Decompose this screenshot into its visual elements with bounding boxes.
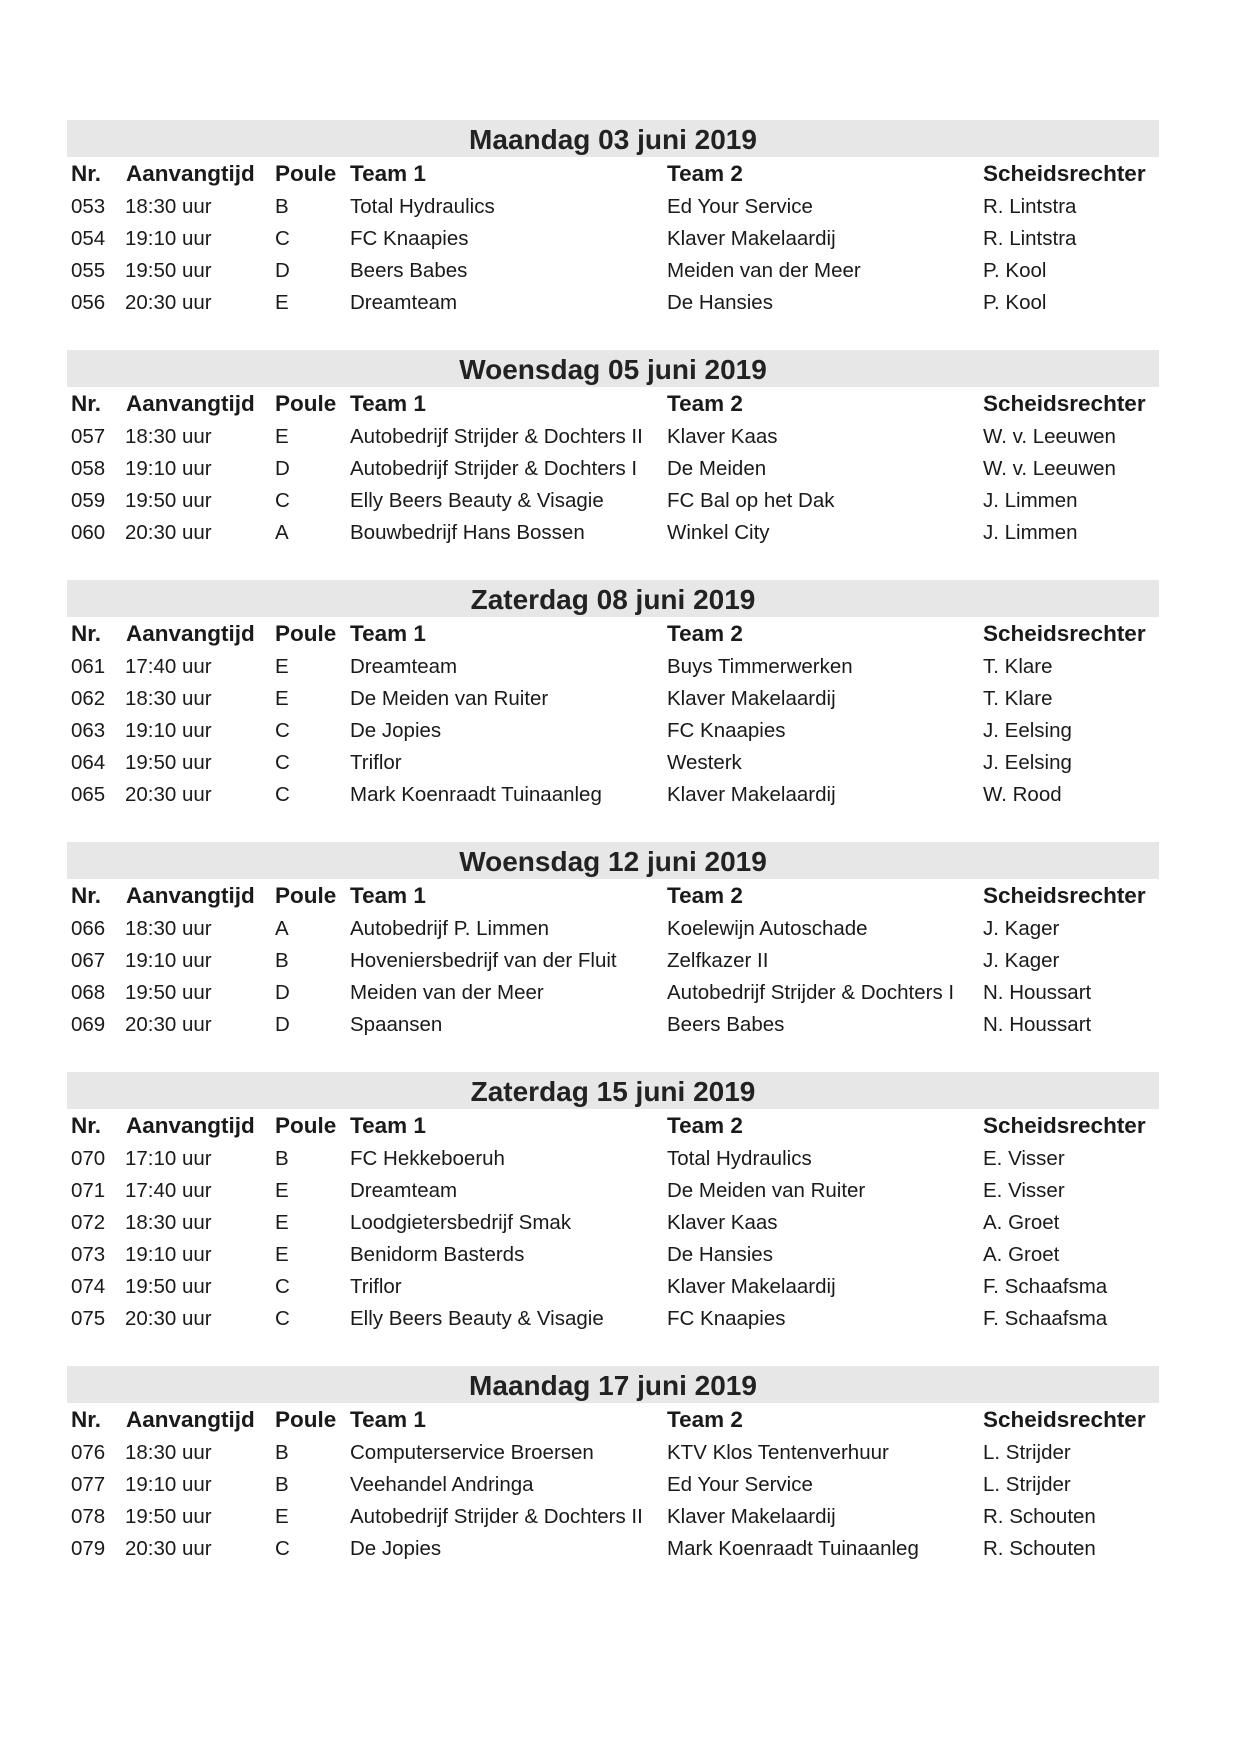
match-referee: J. Eelsing (983, 719, 1072, 742)
day-title: Zaterdag 08 juni 2019 (67, 580, 1159, 617)
match-row (67, 913, 1159, 945)
match-pool: C (275, 1537, 290, 1560)
match-row (67, 1437, 1159, 1469)
match-row (67, 421, 1159, 453)
column-header-team1: Team 1 (350, 1113, 426, 1138)
match-row (67, 715, 1159, 747)
column-header-referee: Scheidsrechter (983, 1113, 1146, 1138)
match-team2: FC Bal op het Dak (667, 489, 835, 512)
match-pool: B (275, 1473, 289, 1496)
match-row (67, 1303, 1159, 1335)
match-nr: 073 (71, 1243, 106, 1266)
match-referee: R. Schouten (983, 1537, 1096, 1560)
match-team2: De Hansies (667, 1243, 773, 1266)
match-row (67, 287, 1159, 319)
match-row (67, 747, 1159, 779)
match-pool: E (275, 1243, 289, 1266)
match-referee: J. Eelsing (983, 751, 1072, 774)
match-time: 19:50 uur (125, 981, 212, 1004)
match-team2: Klaver Makelaardij (667, 1505, 836, 1528)
day-title: Woensdag 05 juni 2019 (67, 350, 1159, 387)
match-team1: Triflor (350, 1275, 402, 1298)
day-title: Maandag 17 juni 2019 (67, 1366, 1159, 1403)
match-referee: T. Klare (983, 687, 1053, 710)
match-team2: De Hansies (667, 291, 773, 314)
match-nr: 066 (71, 917, 106, 940)
match-pool: C (275, 1275, 290, 1298)
match-nr: 075 (71, 1307, 106, 1330)
column-header-referee: Scheidsrechter (983, 883, 1146, 908)
match-time: 18:30 uur (125, 1441, 212, 1464)
day-title: Woensdag 12 juni 2019 (67, 842, 1159, 879)
match-team2: Klaver Makelaardij (667, 783, 836, 806)
match-referee: L. Strijder (983, 1441, 1071, 1464)
match-team1: Loodgietersbedrijf Smak (350, 1211, 572, 1234)
match-nr: 076 (71, 1441, 106, 1464)
column-header-time: Aanvangtijd (126, 1407, 255, 1432)
match-nr: 071 (71, 1179, 106, 1202)
match-row (67, 1143, 1159, 1175)
match-time: 19:50 uur (125, 751, 212, 774)
match-pool: E (275, 1179, 289, 1202)
column-header-referee: Scheidsrechter (983, 391, 1146, 416)
match-team1: Dreamteam (350, 1179, 458, 1202)
column-header-row (67, 157, 1159, 191)
match-team2: Koelewijn Autoschade (667, 917, 868, 940)
match-team1: Triflor (350, 751, 402, 774)
match-time: 19:50 uur (125, 1505, 212, 1528)
match-team1: Autobedrijf Strijder & Dochters I (350, 457, 638, 480)
match-row (67, 255, 1159, 287)
match-nr: 055 (71, 259, 106, 282)
match-team1: Bouwbedrijf Hans Bossen (350, 521, 585, 544)
match-nr: 072 (71, 1211, 106, 1234)
match-row (67, 1533, 1159, 1565)
match-team2: De Meiden van Ruiter (667, 1179, 866, 1202)
day-block (67, 1072, 1159, 1335)
match-team1: Hoveniersbedrijf van der Fluit (350, 949, 617, 972)
match-team1: Benidorm Basterds (350, 1243, 525, 1266)
column-header-row (67, 617, 1159, 651)
match-team1: Autobedrijf Strijder & Dochters II (350, 1505, 643, 1528)
column-header-nr: Nr. (71, 391, 102, 416)
match-pool: E (275, 1505, 289, 1528)
column-header-team2: Team 2 (667, 1113, 743, 1138)
match-time: 20:30 uur (125, 783, 212, 806)
match-row (67, 977, 1159, 1009)
column-header-team2: Team 2 (667, 883, 743, 908)
match-time: 19:10 uur (125, 227, 212, 250)
match-referee: A. Groet (983, 1243, 1060, 1266)
match-pool: B (275, 1147, 289, 1170)
match-team2: Ed Your Service (667, 195, 813, 218)
match-nr: 058 (71, 457, 106, 480)
match-pool: D (275, 259, 290, 282)
day-title: Zaterdag 15 juni 2019 (67, 1072, 1159, 1109)
day-block (67, 580, 1159, 811)
match-team1: Dreamteam (350, 655, 458, 678)
match-team2: Klaver Makelaardij (667, 687, 836, 710)
match-team1: FC Hekkeboeruh (350, 1147, 505, 1170)
match-row (67, 1009, 1159, 1041)
match-referee: R. Lintstra (983, 227, 1077, 250)
match-team1: Meiden van der Meer (350, 981, 544, 1004)
match-pool: C (275, 489, 290, 512)
match-team2: Total Hydraulics (667, 1147, 812, 1170)
match-referee: W. v. Leeuwen (983, 425, 1116, 448)
column-header-referee: Scheidsrechter (983, 161, 1146, 186)
match-time: 18:30 uur (125, 195, 212, 218)
match-time: 17:40 uur (125, 1179, 212, 1202)
match-nr: 053 (71, 195, 106, 218)
column-header-row (67, 387, 1159, 421)
match-team2: Buys Timmerwerken (667, 655, 853, 678)
day-block (67, 350, 1159, 549)
match-nr: 056 (71, 291, 106, 314)
match-team2: Ed Your Service (667, 1473, 813, 1496)
match-time: 19:10 uur (125, 949, 212, 972)
match-row (67, 1207, 1159, 1239)
match-time: 17:40 uur (125, 655, 212, 678)
match-schedule (67, 120, 1159, 1565)
match-time: 17:10 uur (125, 1147, 212, 1170)
column-header-pool: Poule (275, 391, 337, 416)
match-team2: Mark Koenraadt Tuinaanleg (667, 1537, 919, 1560)
match-referee: L. Strijder (983, 1473, 1071, 1496)
match-team2: Meiden van der Meer (667, 259, 861, 282)
match-nr: 078 (71, 1505, 106, 1528)
match-time: 18:30 uur (125, 917, 212, 940)
match-row (67, 223, 1159, 255)
column-header-team1: Team 1 (350, 1407, 426, 1432)
match-team2: De Meiden (667, 457, 767, 480)
column-header-nr: Nr. (71, 161, 102, 186)
column-header-team2: Team 2 (667, 621, 743, 646)
match-referee: F. Schaafsma (983, 1307, 1108, 1330)
match-time: 20:30 uur (125, 291, 212, 314)
match-time: 19:50 uur (125, 259, 212, 282)
match-time: 20:30 uur (125, 1307, 212, 1330)
match-team1: Elly Beers Beauty & Visagie (350, 1307, 604, 1330)
match-team1: FC Knaapies (350, 227, 469, 250)
match-referee: P. Kool (983, 259, 1047, 282)
match-time: 18:30 uur (125, 687, 212, 710)
match-nr: 077 (71, 1473, 106, 1496)
match-pool: B (275, 1441, 289, 1464)
column-header-team1: Team 1 (350, 883, 426, 908)
match-nr: 063 (71, 719, 106, 742)
column-header-nr: Nr. (71, 1113, 102, 1138)
match-referee: J. Kager (983, 949, 1060, 972)
match-nr: 060 (71, 521, 106, 544)
match-referee: A. Groet (983, 1211, 1060, 1234)
match-team1: De Jopies (350, 719, 442, 742)
match-nr: 067 (71, 949, 106, 972)
match-row (67, 945, 1159, 977)
match-team1: Autobedrijf Strijder & Dochters II (350, 425, 643, 448)
match-pool: E (275, 687, 289, 710)
match-row (67, 1239, 1159, 1271)
match-nr: 059 (71, 489, 106, 512)
column-header-nr: Nr. (71, 883, 102, 908)
column-header-team2: Team 2 (667, 161, 743, 186)
match-pool: D (275, 981, 290, 1004)
match-team2: KTV Klos Tentenverhuur (667, 1441, 889, 1464)
match-team1: Dreamteam (350, 291, 458, 314)
match-pool: C (275, 227, 290, 250)
match-row (67, 517, 1159, 549)
match-row (67, 1175, 1159, 1207)
match-pool: E (275, 655, 289, 678)
column-header-nr: Nr. (71, 621, 102, 646)
match-nr: 070 (71, 1147, 106, 1170)
match-referee: J. Limmen (983, 489, 1078, 512)
match-row (67, 453, 1159, 485)
match-team1: Veehandel Andringa (350, 1473, 534, 1496)
match-nr: 062 (71, 687, 106, 710)
match-pool: B (275, 195, 289, 218)
column-header-row (67, 1109, 1159, 1143)
match-referee: T. Klare (983, 655, 1053, 678)
match-team1: De Meiden van Ruiter (350, 687, 549, 710)
column-header-pool: Poule (275, 883, 337, 908)
column-header-pool: Poule (275, 621, 337, 646)
column-header-time: Aanvangtijd (126, 1113, 255, 1138)
match-referee: P. Kool (983, 291, 1047, 314)
column-header-time: Aanvangtijd (126, 621, 255, 646)
match-team1: Mark Koenraadt Tuinaanleg (350, 783, 602, 806)
match-team2: Klaver Kaas (667, 425, 778, 448)
match-referee: N. Houssart (983, 981, 1092, 1004)
match-pool: A (275, 521, 289, 544)
match-team1: Autobedrijf P. Limmen (350, 917, 550, 940)
match-time: 20:30 uur (125, 1537, 212, 1560)
match-referee: E. Visser (983, 1147, 1065, 1170)
match-time: 19:10 uur (125, 457, 212, 480)
match-team2: Autobedrijf Strijder & Dochters I (667, 981, 955, 1004)
match-pool: A (275, 917, 289, 940)
match-nr: 057 (71, 425, 106, 448)
match-nr: 074 (71, 1275, 106, 1298)
match-team1: De Jopies (350, 1537, 442, 1560)
column-header-nr: Nr. (71, 1407, 102, 1432)
match-pool: E (275, 1211, 289, 1234)
match-nr: 079 (71, 1537, 106, 1560)
match-row (67, 1469, 1159, 1501)
match-time: 19:10 uur (125, 1243, 212, 1266)
match-row (67, 191, 1159, 223)
match-time: 19:10 uur (125, 1473, 212, 1496)
column-header-time: Aanvangtijd (126, 883, 255, 908)
column-header-team2: Team 2 (667, 391, 743, 416)
match-team1: Total Hydraulics (350, 195, 495, 218)
match-time: 20:30 uur (125, 1013, 212, 1036)
match-referee: R. Schouten (983, 1505, 1096, 1528)
match-time: 20:30 uur (125, 521, 212, 544)
match-nr: 061 (71, 655, 106, 678)
match-referee: E. Visser (983, 1179, 1065, 1202)
match-team1: Computerservice Broersen (350, 1441, 594, 1464)
column-header-referee: Scheidsrechter (983, 1407, 1146, 1432)
match-pool: E (275, 291, 289, 314)
column-header-team1: Team 1 (350, 391, 426, 416)
match-row (67, 683, 1159, 715)
match-time: 19:50 uur (125, 489, 212, 512)
match-row (67, 1271, 1159, 1303)
column-header-time: Aanvangtijd (126, 391, 255, 416)
column-header-pool: Poule (275, 1113, 337, 1138)
column-header-row (67, 1403, 1159, 1437)
match-referee: J. Limmen (983, 521, 1078, 544)
match-team2: Winkel City (667, 521, 770, 544)
column-header-time: Aanvangtijd (126, 161, 255, 186)
match-referee: J. Kager (983, 917, 1060, 940)
day-block (67, 1366, 1159, 1565)
match-team1: Beers Babes (350, 259, 468, 282)
column-header-team2: Team 2 (667, 1407, 743, 1432)
match-team2: Beers Babes (667, 1013, 785, 1036)
day-block (67, 120, 1159, 319)
match-pool: D (275, 1013, 290, 1036)
column-header-row (67, 879, 1159, 913)
match-team2: FC Knaapies (667, 1307, 786, 1330)
match-team1: Spaansen (350, 1013, 443, 1036)
match-row (67, 779, 1159, 811)
match-pool: E (275, 425, 289, 448)
match-referee: R. Lintstra (983, 195, 1077, 218)
day-title: Maandag 03 juni 2019 (67, 120, 1159, 157)
match-nr: 054 (71, 227, 106, 250)
match-time: 18:30 uur (125, 1211, 212, 1234)
match-time: 18:30 uur (125, 425, 212, 448)
match-row (67, 651, 1159, 683)
match-nr: 065 (71, 783, 106, 806)
match-row (67, 1501, 1159, 1533)
match-referee: F. Schaafsma (983, 1275, 1108, 1298)
match-nr: 068 (71, 981, 106, 1004)
match-referee: N. Houssart (983, 1013, 1092, 1036)
match-pool: C (275, 719, 290, 742)
match-pool: D (275, 457, 290, 480)
match-nr: 069 (71, 1013, 106, 1036)
match-team2: Zelfkazer II (667, 949, 769, 972)
day-block (67, 842, 1159, 1041)
match-team2: Klaver Makelaardij (667, 227, 836, 250)
column-header-pool: Poule (275, 161, 337, 186)
column-header-referee: Scheidsrechter (983, 621, 1146, 646)
match-team1: Elly Beers Beauty & Visagie (350, 489, 604, 512)
match-pool: C (275, 783, 290, 806)
column-header-team1: Team 1 (350, 161, 426, 186)
match-team2: Klaver Kaas (667, 1211, 778, 1234)
match-pool: B (275, 949, 289, 972)
match-team2: FC Knaapies (667, 719, 786, 742)
column-header-pool: Poule (275, 1407, 337, 1432)
match-team2: Klaver Makelaardij (667, 1275, 836, 1298)
column-header-team1: Team 1 (350, 621, 426, 646)
match-referee: W. v. Leeuwen (983, 457, 1116, 480)
match-time: 19:10 uur (125, 719, 212, 742)
match-referee: W. Rood (983, 783, 1062, 806)
match-row (67, 485, 1159, 517)
match-time: 19:50 uur (125, 1275, 212, 1298)
match-pool: C (275, 751, 290, 774)
match-team2: Westerk (667, 751, 742, 774)
match-nr: 064 (71, 751, 106, 774)
match-pool: C (275, 1307, 290, 1330)
